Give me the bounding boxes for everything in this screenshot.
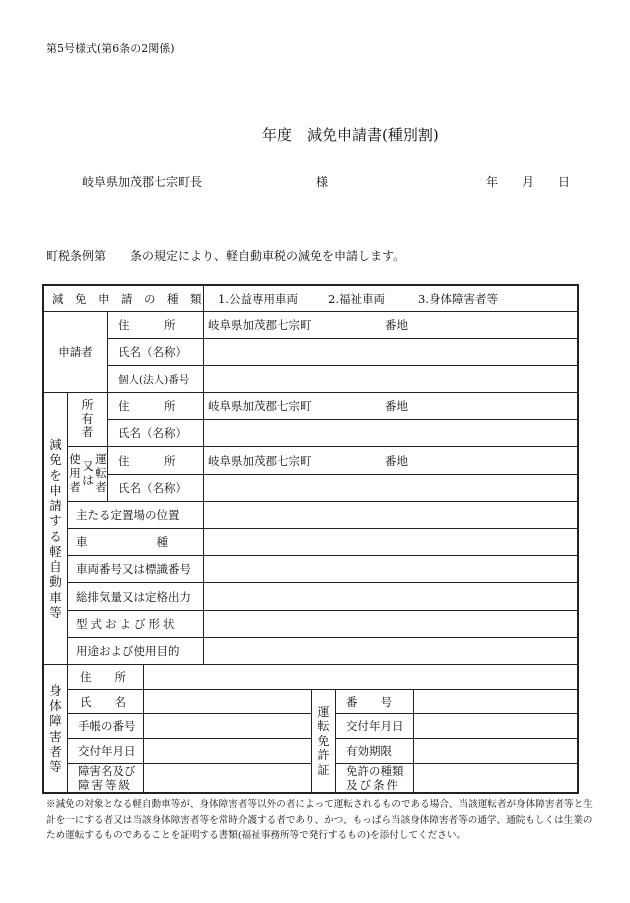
driver-address-value: 岐阜県加茂郡七宗町 xyxy=(208,453,312,468)
license-validity-label: 有効期限 xyxy=(346,744,392,758)
type-label: 減 免 申 請 の 種 類 xyxy=(52,291,202,306)
form-number: 第5号様式(第6条の2関係) xyxy=(46,42,175,55)
applicant-address-label: 住 所 xyxy=(118,318,176,332)
vehicle-row-location: 主たる定置場の位置 xyxy=(76,508,180,522)
license-number-label: 番 号 xyxy=(346,694,392,709)
disabled-group-label: 身 体 障 害 者 等 xyxy=(49,682,62,774)
footnote: ※減免の対象となる軽自動車等が、身体障害者等以外の者によって運転されるものである場合、当該運転者が身体障害者等と生計を一にする者又は当該身体障害者等を常時介護する者であり、かつ、もっぱら当該身体障害者等の通学、通院もしくは生業のため運転するものであることを証明する書類(福祉事務所等で発行するもの)を添付してください。 xyxy=(46,799,593,841)
vehicle-row-model: 型式および形状 xyxy=(76,617,178,631)
license-group-label: 運 転 免 許 証 xyxy=(317,705,330,777)
vehicle-row-type: 車 種 xyxy=(76,535,168,549)
honorific-sama: 様 xyxy=(316,175,329,189)
disabled-address-label: 住 所 xyxy=(80,670,126,684)
owner-name-label: 氏名（名称） xyxy=(118,426,187,440)
owner-label: 所 有 者 xyxy=(81,397,94,440)
disabled-name-label: 氏 名 xyxy=(80,694,126,709)
driver-label: 運 転 者 又 は 使 用 者 xyxy=(69,452,107,494)
owner-address-label: 住 所 xyxy=(118,399,176,413)
vehicle-row-number: 車両番号又は標識番号 xyxy=(76,562,191,576)
driver-address-label: 住 所 xyxy=(118,453,176,468)
vehicle-group-label: 減 免 を 申 請 す る 軽 自 動 車 等 xyxy=(49,437,62,620)
vehicle-row-purpose: 用途および使用目的 xyxy=(76,644,180,658)
statement-suffix: 条の規定により、軽自動車税の減免を申請します。 xyxy=(130,249,406,263)
type-option-3: 3.身体障害者等 xyxy=(418,291,498,306)
vehicle-row-displacement: 総排気量又は定格出力 xyxy=(76,589,191,604)
statement-prefix: 町税条例第 xyxy=(46,249,107,263)
date-day-label: 日 xyxy=(558,175,571,189)
date-month-label: 月 xyxy=(522,175,535,189)
disabled-disability-label-2: 障害等級 xyxy=(78,778,132,792)
disabled-techo-label: 手帳の番号 xyxy=(78,719,136,733)
addressee: 岐阜県加茂郡七宗町長 xyxy=(82,175,203,189)
license-issue-label: 交付年月日 xyxy=(346,719,404,733)
applicant-id-label: 個人(法人)番号 xyxy=(118,373,190,386)
applicant-banchi: 番地 xyxy=(385,318,408,332)
disabled-issue-label: 交付年月日 xyxy=(78,744,136,758)
driver-banchi: 番地 xyxy=(385,453,408,468)
owner-banchi: 番地 xyxy=(385,399,408,413)
disabled-disability-label-1: 障害名及び xyxy=(78,764,136,778)
type-option-1: 1.公益専用車両 xyxy=(218,291,298,306)
applicant-address-value: 岐阜県加茂郡七宗町 xyxy=(208,318,312,332)
license-type-label-2: 及び条件 xyxy=(346,778,400,792)
applicant-group-label: 申請者 xyxy=(58,345,93,359)
license-type-label-1: 免許の種類 xyxy=(346,764,404,778)
driver-name-label: 氏名（名称） xyxy=(118,481,187,495)
owner-address-value: 岐阜県加茂郡七宗町 xyxy=(208,399,312,413)
applicant-name-label: 氏名（名称） xyxy=(118,345,187,359)
page-title: 年度 減免申請書(種別割) xyxy=(262,126,439,144)
type-option-2: 2.福祉車両 xyxy=(328,291,385,306)
date-year-label: 年 xyxy=(486,175,499,189)
